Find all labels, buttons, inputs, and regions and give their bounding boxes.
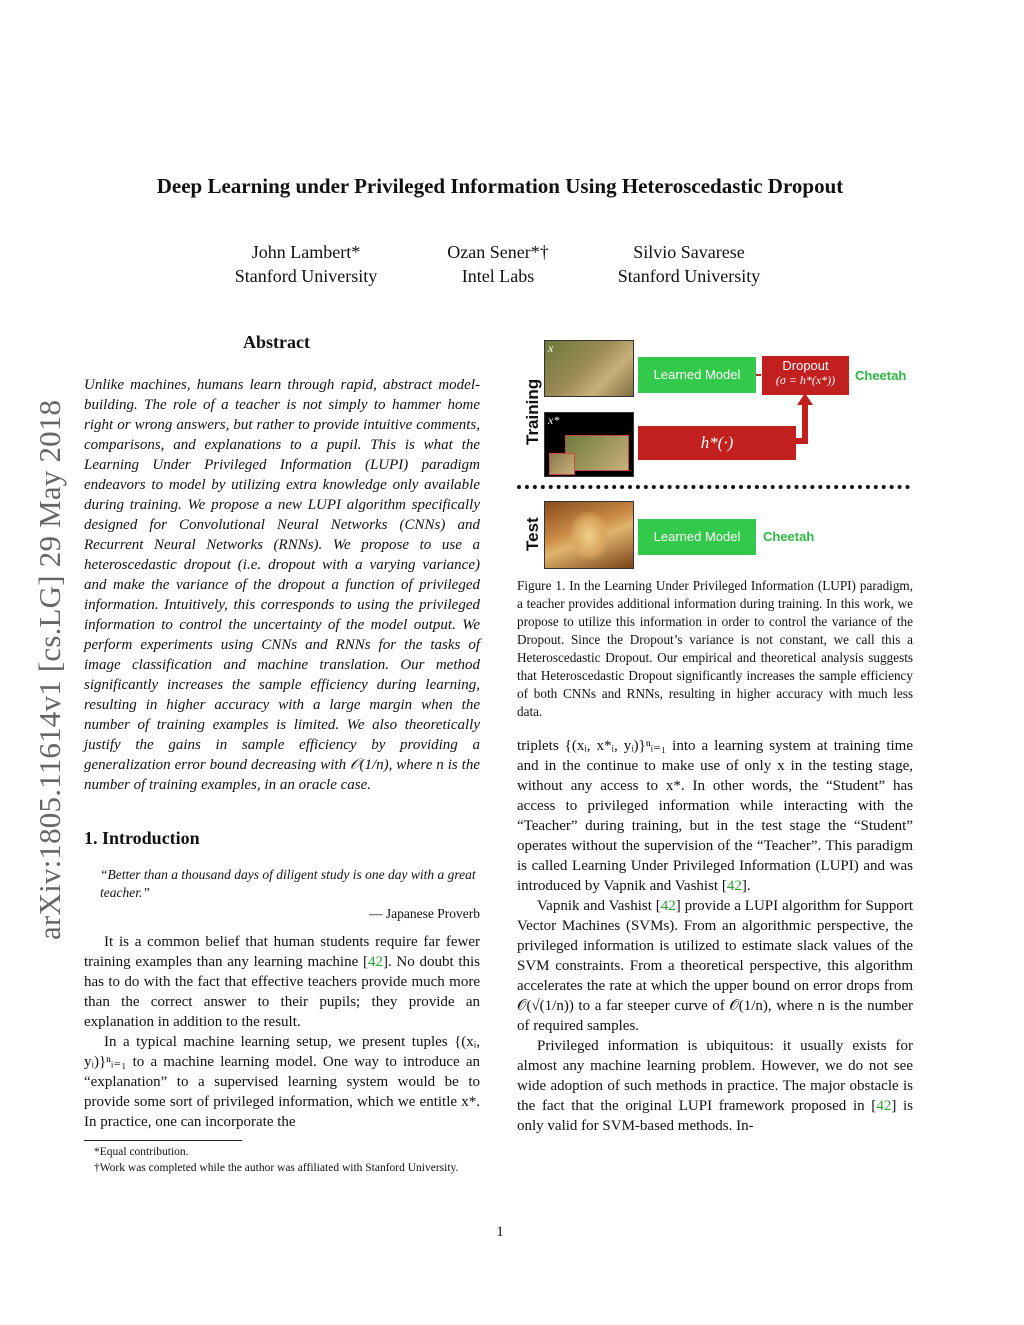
page-number: 1 [496,1224,504,1240]
citation-link[interactable]: 42 [660,898,676,914]
author-affiliation: Stanford University [234,266,378,286]
right-paragraph-3 [517,1036,913,1136]
intro-paragraph-2: In a typical machine learning setup, we present tuples {(xᵢ, yᵢ)}ⁿᵢ₌₁ to a machine learning model. One way to introduce an “explanation” to a supervised learning system would be to provide some sort of privileged information, which we entitle x*. In practice, one can incorporate the [84,1034,480,1130]
right-paragraph-2 [517,896,913,1036]
cheetah-image-x [544,340,634,397]
test-label: Test [523,517,542,551]
learned-model-box-train: Learned Model [638,357,756,393]
introduction-body [84,932,480,1132]
arxiv-identifier: arXiv:1805.11614v1 [cs.LG] 29 May 2018 [32,399,67,940]
cheetah-figure [569,512,609,560]
intro-paragraph-1 [84,932,480,1032]
epigraph-attribution: — Japanese Proverb [369,906,480,921]
citation-link[interactable]: 42 [367,954,383,970]
variable-x-star: x* [548,413,560,427]
text-run: ] is only valid for SVM-based methods. In- [517,1098,914,1134]
author-name: Silvio Savarese [633,242,745,262]
right-column-body [517,736,913,1136]
arrow-head-icon [797,393,813,405]
abstract-text: Unlike machines, humans learn through rapid, abstract model-building. The role of a teacher is not simply to hammer home right or wrong answers, but rather to provide intuitive comments, comparisons, and explanations to a pupil. This is what the Learning Under Privileged Information (LUPI) paradigm endeavors to model by utilizing extra knowledge only available during training. We propose a new LUPI algorithm specifically designed for Convolutional Neural Networks (CNNs) and Recurrent Neural Networks (RNNs). We propose to use a heteroscedastic dropout (i.e. dropout with a varying variance) and make the variance of the dropout a function of privileged information. Intuitively, this corresponds to using the privileged information to control the uncertainty of the model output. We perform experiments using CNNs and RNNs for the tasks of image classification and machine translation. Our method significantly increases the sample efficiency during learning, resulting in higher accuracy with a large margin when the number of training examples is limited. We also theoretically justify the gains in sample efficiency by providing a generalization error bound decreasing with 𝒪(1/n), where n is the number of training examples, in an oracle case. [84,377,480,793]
introduction-heading: 1. Introduction [84,828,200,848]
text-run: ]. No doubt this has to do with the fact that effective teachers provide much more than the correct answer to their pupils; they provide an explanation in addition to the result. [84,954,481,1030]
text-run: triplets {(xᵢ, x*ᵢ, yᵢ)}ⁿᵢ₌₁ into a learning system at training time and in the continue to make use of only x in the testing stage, without any access to x*. In other words, the “Student” has access to privileged information while interacting with the “Teacher” during training, but in the test stage the “Student” operates without the supervision of the “Teacher”. This paradigm is called Learning Under Privileged Information (LUPI) and was introduced by Vapnik and Vashist [ [517,738,913,894]
learned-model-box-test: Learned Model [638,519,756,555]
text-run: It is a common belief that human students require far fewer training examples than any learning machine [ [84,934,480,970]
cheetah-test-image [544,501,634,569]
right-paragraph-1 [517,736,913,896]
text-run: Vapnik and Vashist [ [537,898,661,914]
h-star-function-box: h*(·) [638,426,796,460]
footnote-divider [84,1140,242,1141]
citation-link[interactable]: 42 [876,1098,892,1114]
bounding-box-patch [549,453,575,475]
footnote-1: *Equal contribution. [94,1146,189,1158]
author-3 [589,240,789,288]
arrow-vertical [802,403,808,444]
dropout-formula: (σ = h*(x*)) [775,373,836,387]
cheetah-boxes-image-xstar [544,412,634,477]
author-1 [206,240,406,288]
train-test-divider [517,485,910,489]
citation-link[interactable]: 42 [726,878,742,894]
variable-x: x [548,341,554,355]
abstract-heading: Abstract [243,332,310,352]
text-run: ]. [741,878,751,894]
figure-1-diagram [517,337,917,572]
text-run: Privileged information is ubiquitous: it usually exists for almost any machine learning problem. However, we do not see wide adoption of such methods in practice. The major obstacle is the fact that the original LUPI framework proposed in [ [517,1038,913,1114]
author-affiliation: Intel Labs [461,266,535,286]
figure-1-caption: Figure 1. In the Learning Under Privileged Information (LUPI) paradigm, a teacher provides additional information during training. In this work, we propose to utilize this information in order to control the variance of the Dropout. Since the Dropout’s variance is not constant, we call this a Heteroscedastic Dropout. Our empirical and theoretical analysis suggests that Heteroscedastic Dropout significantly increases the sample efficiency of both CNNs and RNNs, resulting in higher accuracy with much less data. [517,578,913,719]
connector-line [756,374,761,376]
footnotes [84,1144,480,1176]
output-label-train: Cheetah [855,368,907,383]
text-run: ] provide a LUPI algorithm for Support Vector Machines (SVMs). From an algorithmic perspective, the privileged information is utilized to estimate slack values of the SVM constraints. From a theoretical perspective, this algorithm accelerates the rate at which the upper bound on error drops from 𝒪(√(1/n)) to a far steeper curve of 𝒪(1/n), where n is the number of required samples. [517,898,914,1034]
author-affiliation: Stanford University [617,266,761,286]
training-label: Training [523,378,542,445]
epigraph-quote: “Better than a thousand days of diligent study is one day with a great teacher.” [100,867,476,900]
dropout-box [762,356,849,395]
dropout-title: Dropout [782,358,829,373]
output-label-test: Cheetah [763,529,815,544]
paper-title: Deep Learning under Privileged Information Using Heteroscedastic Dropout [156,174,844,198]
footnote-2: †Work was completed while the author was affiliated with Stanford University. [94,1162,459,1174]
author-name: John Lambert* [251,242,361,262]
author-2 [398,240,598,288]
author-name: Ozan Sener*† [447,242,549,262]
